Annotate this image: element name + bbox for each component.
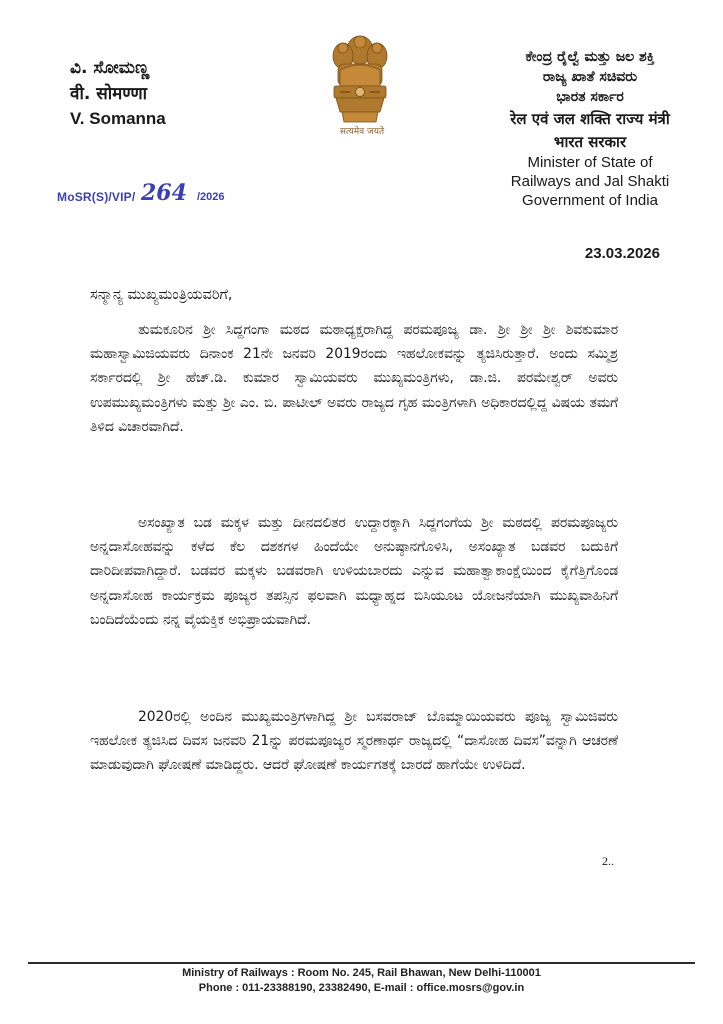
emblem-motto: सत्यमेव जयते <box>339 127 385 137</box>
letter-date: 23.03.2026 <box>584 245 660 262</box>
designation-kannada-line2: ರಾಜ್ಯ ಖಾತೆ ಸಚಿವರು <box>542 69 638 85</box>
footer-divider <box>28 962 695 964</box>
designation-english-line2: Railways and Jal Shakti <box>510 173 670 190</box>
designation-hindi-line2: भारत सरकार <box>553 133 627 151</box>
paragraph-1: ತುಮಕೂರಿನ ಶ್ರೀ ಸಿದ್ದಗಂಗಾ ಮಠದ ಮಠಾಧ್ಯಕ್ಷರಾಗಿದ್ದ ಪರಮಪೂಜ್ಯ ಡಾ. ಶ್ರೀ ಶ್ರೀ ಶ್ರೀ ಶಿವಕುಮಾರ ಮಹಾಸ್ವಾಮಿಜಿಯವರು ದಿನಾಂಕ 21ನೇ ಜನವರಿ 2019ರಂದು ಇಹಲೋಕವನ್ನು ತ್ಯಜಿಸಿರುತ್ತಾರೆ. ಅಂದು ಸಮ್ಮಿಶ್ರ ಸರ್ಕಾರದಲ್ಲಿ ಶ್ರೀ ಹೆಚ್.ಡಿ. ಕುಮಾರ ಸ್ವಾಮಿಯವರು ಮುಖ್ಯಮಂತ್ರಿಗಳು, ಡಾ.ಜಿ. ಪರಮೇಶ್ವರ್ ಅವರು ಉಪಮುಖ್ಯಮಂತ್ರಿಗಳು ಮತ್ತು ಶ್ರೀ ಎಂ. ಬಿ. ಪಾಟೀಲ್ ಅವರು ರಾಜ್ಯದ ಗೃಹ ಮಂತ್ರಿಗಳಾಗಿ ಅಧಿಕಾರದಲ್ಲಿದ್ದ ವಿಷಯ ತಮಗೆ ತಿಳಿದ ವಿಚಾರವಾಗಿದೆ. <box>90 322 618 435</box>
sender-name-hindi: वी. सोमण्णा <box>70 84 148 104</box>
designation-block <box>480 47 700 210</box>
reference-prefix: MoSR(S)/VIP/ <box>57 190 136 204</box>
reference-year: /2026 <box>197 191 225 203</box>
footer-address: Ministry of Railways : Room No. 245, Rail Bhawan, New Delhi-110001 <box>182 967 541 979</box>
continuation-marker: 2.. <box>602 854 614 868</box>
reference-stamp <box>57 182 227 210</box>
designation-hindi-line1: रेल एवं जल शक्ति राज्य मंत्री <box>510 110 670 128</box>
designation-english-line1: Minister of State of <box>527 154 653 171</box>
reference-number: 264 <box>141 180 187 206</box>
designation-kannada-line1: ಕೇಂದ್ರ ರೈಲ್ವೆ ಮತ್ತು ಜಲ ಶಕ್ತಿ <box>525 49 655 65</box>
sender-name-kannada: ವಿ. ಸೋಮಣ್ಣ <box>70 58 150 78</box>
sender-name-english: V. Somanna <box>70 109 166 128</box>
designation-english-line3: Government of India <box>522 192 658 209</box>
paragraph-2: ಅಸಂಖ್ಯಾತ ಬಡ ಮಕ್ಕಳ ಮತ್ತು ದೀನದಲಿತರ ಉದ್ದಾರಕ್ಕಾಗಿ ಸಿದ್ದಗಂಗೆಯ ಶ್ರೀ ಮಠದಲ್ಲಿ ಪರಮಪೂಜ್ಯರು ಅನ್ನದಾಸೋಹವನ್ನು ಕಳೆದ ಕೆಲ ದಶಕಗಳ ಹಿಂದೆಯೇ ಅನುಷ್ಠಾನಗೊಳಿಸಿ, ಅಸಂಖ್ಯಾತ ಬಡವರ ಬದುಕಿಗೆ ದಾರಿದೀಪವಾಗಿದ್ದಾರೆ. ಬಡವರ ಮಕ್ಕಳು ಬಡವರಾಗಿ ಉಳಿಯಬಾರದು ಎನ್ನುವ ಮಹಾತ್ವಾಕಾಂಕ್ಷೆಯಿಂದ ಕೈಗೆತ್ತಿಗೊಂಡ ಅನ್ನದಾಸೋಹ ಕಾರ್ಯಕ್ರಮ ಪೂಜ್ಯರ ತಪಸ್ಸಿನ ಫಲವಾಗಿ ಮಧ್ಯಾಹ್ನದ ಬಿಸಿಯೂಟ ಯೋಜನೆಯಾಗಿ ಮುಖ್ಯವಾಹಿನಿಗೆ ಬಂದಿದೆಯೆಂದು ನನ್ನ ವೈಯಕ್ತಿಕ ಅಭಿಪ್ರಾಯವಾಗಿದೆ. <box>90 515 618 628</box>
footer-contact: Phone : 011-23388190, 23382490, E-mail : office.mosrs@gov.in <box>198 982 525 994</box>
salutation: ಸನ್ಮಾನ್ಯ ಮುಖ್ಯಮಂತ್ರಿಯವರಿಗೆ, <box>90 287 233 303</box>
designation-kannada-line3: ಭಾರತ ಸರ್ಕಾರ <box>556 89 624 105</box>
paragraph-3: 2020ರಲ್ಲಿ ಅಂದಿನ ಮುಖ್ಯಮಂತ್ರಿಗಳಾಗಿದ್ದ ಶ್ರೀ ಬಸವರಾಜ್ ಬೊಮ್ಮಾಯಿಯವರು ಪೂಜ್ಯ ಸ್ವಾಮಿಜಿವರು ಇಹಲೋಕ ತ್ಯಜಿಸಿದ ದಿವಸ ಜನವರಿ 21ನ್ನು ಪರಮಪೂಜ್ಯರ ಸ್ಮರಣಾರ್ಥ ರಾಜ್ಯದಲ್ಲಿ “ದಾಸೋಹ ದಿವಸ”ವನ್ನಾಗಿ ಆಚರಣೆ ಮಾಡುವುದಾಗಿ ಘೋಷಣೆ ಮಾಡಿದ್ದರು. ಆದರೆ ಘೋಷಣೆ ಕಾರ್ಯಗತಕ್ಕೆ ಬಾರದೆ ಹಾಗೆಯೇ ಉಳಿದಿದೆ. <box>90 709 618 774</box>
sender-name-block <box>70 55 270 131</box>
footer <box>0 966 723 996</box>
